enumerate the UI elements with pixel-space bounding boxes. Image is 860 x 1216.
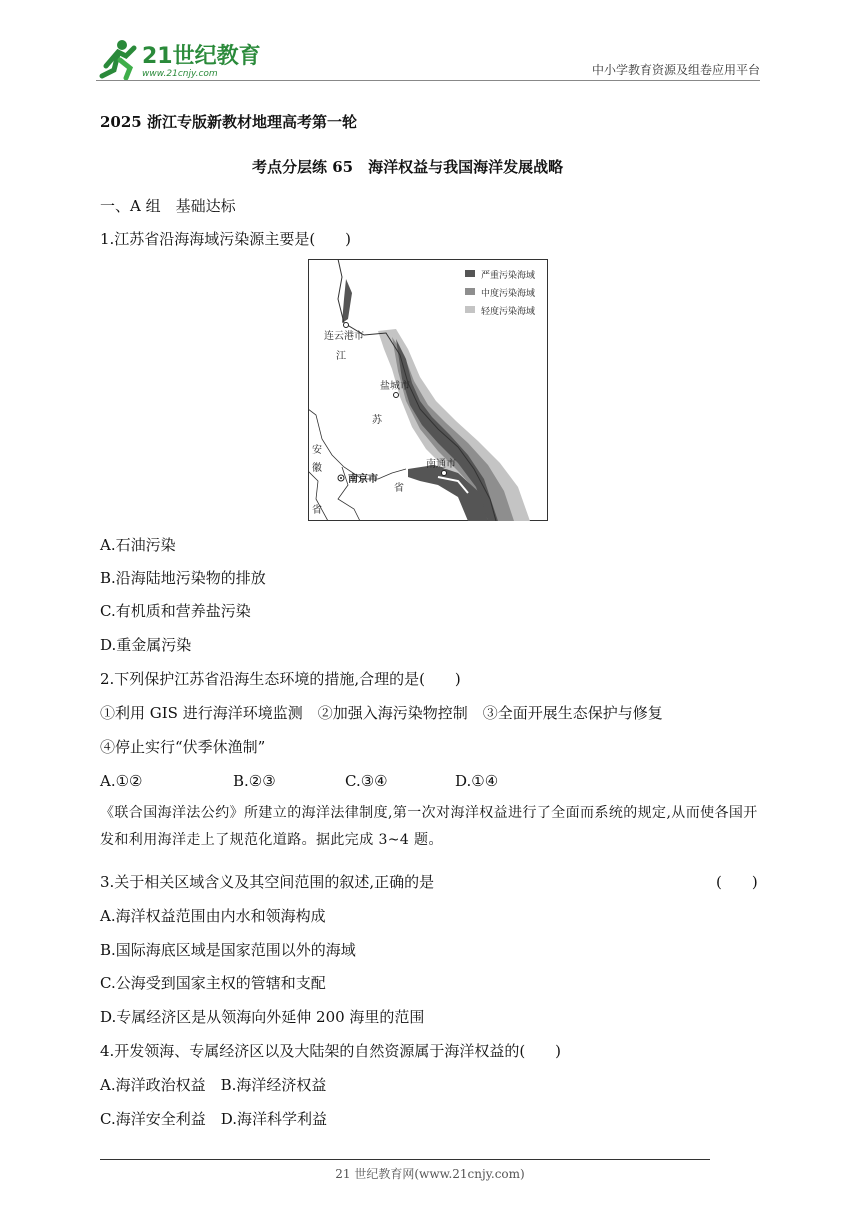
legend-light: 轻度污染海域	[481, 307, 536, 317]
q2-stem: 2.下列保护江苏省沿海生态环境的措施,合理的是( )	[100, 670, 461, 688]
q4-options-line1: A.海洋政治权益 B.海洋经济权益	[100, 1076, 327, 1094]
q1-option-c: C.有机质和营养盐污染	[100, 602, 251, 620]
footer-divider	[100, 1159, 710, 1160]
q2-option-c: C.③④	[345, 772, 388, 790]
q2-option-d: D.①④	[455, 772, 499, 790]
q3-stem: 3.关于相关区域含义及其空间范围的叙述,正确的是	[100, 873, 435, 891]
label-yancheng: 盐城市	[380, 381, 410, 392]
label-jiang: 江	[336, 351, 346, 362]
label-sheng-anhui: 省	[312, 505, 322, 516]
q1-stem: 1.江苏省沿海海域污染源主要是( )	[100, 230, 352, 248]
q1-option-a: A.石油污染	[100, 536, 176, 554]
label-nanjing: 南京市	[348, 474, 378, 485]
q4-stem: 4.开发领海、专属经济区以及大陆架的自然资源属于海洋权益的( )	[100, 1042, 562, 1060]
q2-option-b: B.②③	[233, 772, 276, 790]
q2-statements-line1: ①利用 GIS 进行海洋环境监测 ②加强入海污染物控制 ③全面开展生态保护与修复	[100, 704, 663, 722]
doc-title: 2025 浙江专版新教材地理高考第一轮	[100, 113, 357, 131]
label-sheng-jiangsu: 省	[394, 483, 404, 494]
jiangsu-pollution-map	[308, 259, 548, 521]
q2-option-a: A.①②	[100, 772, 143, 790]
q3-answer-bracket: ( )	[716, 873, 758, 891]
q4-options-line2: C.海洋安全利益 D.海洋科学利益	[100, 1110, 327, 1128]
footer-text: 21 世纪教育网(www.21cnjy.com)	[335, 1167, 525, 1181]
label-su: 苏	[372, 415, 382, 426]
q1-option-b: B.沿海陆地污染物的排放	[100, 569, 266, 587]
q3-option-c: C.公海受到国家主权的管辖和支配	[100, 974, 326, 992]
q3-option-b: B.国际海底区域是国家范围以外的海域	[100, 941, 356, 959]
label-lianyungang: 连云港市	[324, 331, 364, 342]
runner-icon	[102, 40, 134, 78]
header-divider	[96, 80, 760, 81]
label-nantong: 南通市	[426, 459, 456, 470]
logo-text: 21世纪教育	[142, 44, 261, 69]
q1-option-d: D.重金属污染	[100, 636, 192, 654]
header-platform-text: 中小学教育资源及组卷应用平台	[591, 63, 760, 77]
section-heading: 一、A 组 基础达标	[100, 197, 236, 215]
site-logo	[96, 36, 266, 82]
label-hui: 徽	[312, 463, 322, 474]
doc-subtitle: 考点分层练 65 海洋权益与我国海洋发展战略	[252, 158, 564, 176]
q3-option-a: A.海洋权益范围由内水和领海构成	[100, 907, 326, 925]
q3-option-d: D.专属经济区是从领海向外延伸 200 海里的范围	[100, 1008, 425, 1026]
label-an: 安	[312, 445, 322, 456]
logo-url: www.21cnjy.com	[142, 69, 218, 79]
lianyungang-marker	[344, 323, 349, 328]
legend-severe: 严重污染海域	[481, 271, 536, 281]
q2-statements-line2: ④停止实行“伏季休渔制”	[100, 738, 266, 756]
yancheng-marker	[394, 393, 399, 398]
legend-moderate: 中度污染海域	[481, 289, 536, 299]
reading-passage: 《联合国海洋法公约》所建立的海洋法律制度,第一次对海洋权益进行了全面而系统的规定,从而使各国开发和利用海洋走上了规范化道路。据此完成 3~4 题。	[100, 805, 758, 848]
nantong-marker	[442, 471, 447, 476]
